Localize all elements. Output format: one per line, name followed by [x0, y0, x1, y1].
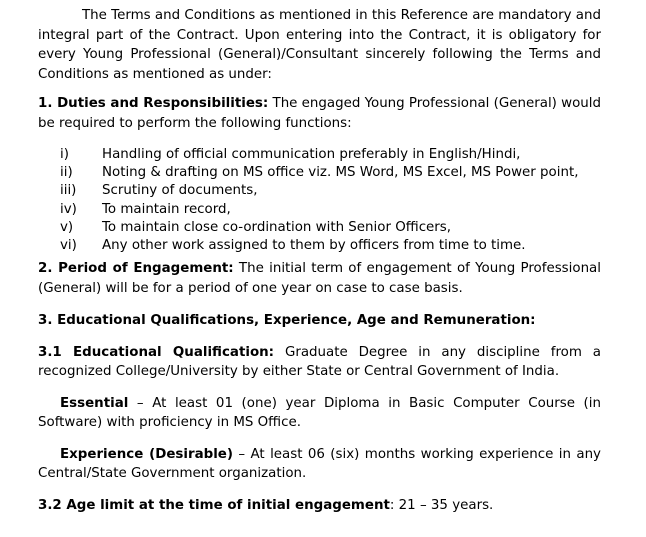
section-educational-qualification [38, 343, 601, 382]
list-item [38, 182, 601, 200]
experience-label: Experience (Desirable) [60, 446, 233, 462]
essential-label: Essential [60, 395, 129, 411]
list-item-text: Handling of official communication preferably in English/Hindi, [102, 147, 521, 162]
educational-qualification-heading: 3.1 Educational Qualification: [38, 344, 275, 360]
section-age-limit [38, 496, 601, 516]
essential-paragraph [38, 394, 601, 433]
section-period-heading: 2. Period of Engagement: [38, 261, 234, 277]
list-item-number: vi) [60, 238, 77, 254]
experience-paragraph [38, 445, 601, 484]
document-page [38, 6, 601, 515]
list-item [38, 237, 601, 255]
list-item [38, 201, 601, 219]
experience-text: – At least 06 (six) months working experience in any Central/State Government organization. [38, 446, 601, 482]
section-qualifications-heading: 3. Educational Qualifications, Experience, Age and Remuneration: [38, 313, 536, 329]
list-item [38, 164, 601, 182]
list-item [38, 146, 601, 164]
section-duties-heading: 1. Duties and Responsibilities: [38, 96, 269, 111]
list-item-number: iii) [60, 183, 77, 199]
list-item-number: ii) [60, 165, 73, 181]
section-period [38, 259, 601, 298]
list-item-number: i) [60, 147, 69, 162]
section-duties [38, 94, 601, 133]
essential-text: – At least 01 (one) year Diploma in Basic Computer Course (in Software) with proficiency in MS Office. [38, 395, 601, 431]
list-item-text: To maintain close co-ordination with Senior Officers, [102, 219, 452, 235]
list-item-text: Any other work assigned to them by officers from time to time. [102, 238, 526, 254]
list-item [38, 219, 601, 237]
list-item-text: Noting & drafting on MS office viz. MS Word, MS Excel, MS Power point, [102, 165, 579, 181]
list-item-text: To maintain record, [102, 201, 231, 217]
section-period-text: The initial term of engagement of Young Professional (General) will be for a period of one year on case to case basis. [38, 261, 601, 296]
age-limit-text: : 21 – 35 years. [389, 497, 494, 513]
intro-paragraph: The Terms and Conditions as mentioned in this Reference are mandatory and integral part of the Contract. Upon entering into the Contract, it is obligatory for every Young Professional (General)/Consultant sincerely following the Terms and Conditions as mentioned as under: [38, 8, 601, 82]
section-duties-text: The engaged Young Professional (General) would be required to perform the following functions: [38, 96, 601, 131]
list-item-text: Scrutiny of documents, [102, 183, 258, 199]
age-limit-heading: 3.2 Age limit at the time of initial engagement [38, 497, 390, 513]
list-item-number: v) [60, 219, 74, 235]
duties-list [38, 146, 601, 255]
educational-qualification-text: Graduate Degree in any discipline from a recognized College/University by either State or Central Government of India. [38, 344, 601, 380]
list-item-number: iv) [60, 201, 77, 217]
